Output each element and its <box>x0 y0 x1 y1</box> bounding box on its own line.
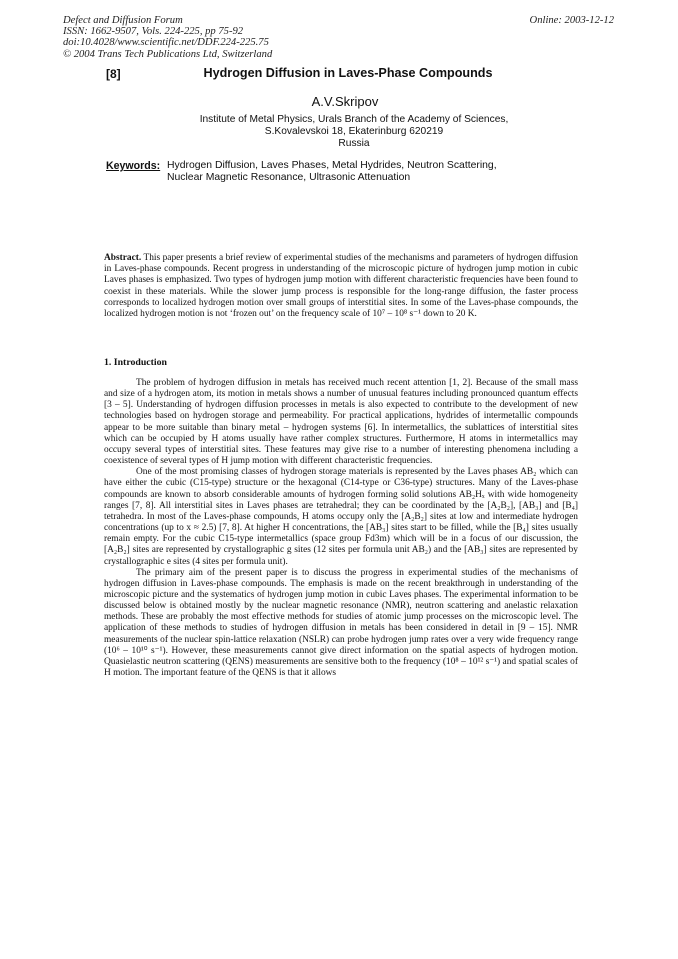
affiliation <box>0 114 678 149</box>
abstract-label: Abstract. <box>104 253 142 263</box>
online-date: Online: 2003-12-12 <box>529 15 614 26</box>
section-heading: 1. Introduction <box>104 357 167 368</box>
doi-line: doi:10.4028/www.scientific.net/DDF.224-225.75 <box>63 37 269 49</box>
keywords-line: Hydrogen Diffusion, Laves Phases, Metal Hydrides, Neutron Scattering, <box>167 160 497 171</box>
affiliation-line: S.Kovalevskoi 18, Ekaterinburg 620219 <box>264 125 444 137</box>
paragraph: The problem of hydrogen diffusion in metals has received much recent attention [1, 2]. Because of the small mass and size of a hydrogen atom, its motion in metals shows a number of unusual features including pronounced quantum effects [3 – 5]. Understanding of hydrogen diffusion processes in metals is also expected to contribute to the development of new technologies based on hydrogen storage and permeability. For practical applications, hydrides of intermetallic compounds appear to be more suitable than binary metal – hydrogen systems [6]. In intermetallics, the sublattices of interstitial sites which can be occupied by H atoms usually have rather complex structures. Furthermore, H atoms in intermetallics may occupy several types of interstitial sites. These features may give rise to a number of interesting phenomena including a coexistence of several types of H jump motion with different characteristic frequencies. <box>104 378 578 467</box>
journal-name: Defect and Diffusion Forum <box>63 15 183 26</box>
keywords-list <box>167 160 587 184</box>
abstract-text: This paper presents a brief review of experimental studies of the mechanisms and parameters of hydrogen diffusion in Laves-phase compounds. Recent progress in understanding of the microscopic picture of hydrogen jump motion in cubic Laves phases is emphasized. Two types of hydrogen jump motion with different characteristic frequencies have been found to coexist in these materials. While the slower jump process is responsible for the long-range diffusion, the faster process corresponds to localized hydrogen motion over small groups of interstitial sites. In some of the Laves-phase compounds, the localized hydrogen motion is not ‘frozen out’ on the frequency scale of 10⁷ – 10⁸ s⁻¹ down to 20 K. <box>104 253 578 320</box>
journal-header <box>63 15 272 60</box>
abstract <box>104 253 578 320</box>
section-body <box>104 378 578 679</box>
paper-author: A.V.Skripov <box>311 94 379 109</box>
paragraph: One of the most promising classes of hydrogen storage materials is represented by the Laves phases AB₂ which can have either the cubic (C15-type) structure or the hexagonal (C14-type or C36-type) structures. Many of the Laves-phase compounds are known to absorb considerable amounts of hydrogen forming solid solutions AB₂Hₓ with wide homogeneity ranges [7, 8]. All interstitial sites in Laves phases are tetrahedral; they can be coordinated by the [A₂B₂], [AB₃] and [B₄] tetrahedra. In most of the Laves-phase compounds, H atoms occupy only the [A₂B₂] sites at low and intermediate hydrogen concentrations (up to x ≈ 2.5) [7, 8]. At higher H concentrations, the [AB₃] sites start to be filled, while the [B₄] sites usually remain empty. For the cubic C15-type intermetallics (space group Fd3m) which will be in a focus of our discussion, the [A₂B₂] sites are represented by crystallographic g sites (12 sites per formula unit AB₂) and the [AB₃] sites are represented by crystallographic e sites (4 sites per formula unit). <box>104 467 578 567</box>
paragraph: The primary aim of the present paper is to discuss the progress in experimental studies of the mechanisms of hydrogen diffusion in Laves-phase compounds. The emphasis is made on the recent breakthrough in understanding of the microscopic picture and the systematics of hydrogen jump motion in cubic Laves phases. The experimental information to be discussed below is obtained mostly by the nuclear magnetic resonance (NMR), neutron scattering and anelastic relaxation methods. These are probably the most effective methods for studies of atomic jump processes on the microscopic level. The application of these methods to studies of hydrogen diffusion in metals has been considered in detail in [9 – 15]. NMR measurements of the nuclear spin-lattice relaxation (NSLR) can probe hydrogen jump rates over a very wide frequency range (10⁶ – 10¹⁰ s⁻¹). However, these measurements cannot give direct information on the spatial aspects of hydrogen motion. Quasielastic neutron scattering (QENS) measurements are sensitive both to the frequency (10⁸ – 10¹² s⁻¹) and spatial scales of H motion. The important feature of the QENS is that it allows <box>104 567 578 679</box>
keywords-line: Nuclear Magnetic Resonance, Ultrasonic Attenuation <box>167 172 411 184</box>
affiliation-line: Russia <box>338 137 370 149</box>
affiliation-line: Institute of Metal Physics, Urals Branch of the Academy of Sciences, <box>199 114 509 125</box>
paper-title: Hydrogen Diffusion in Laves-Phase Compounds <box>203 66 493 80</box>
copyright-line: © 2004 Trans Tech Publications Ltd, Switzerland <box>63 48 273 60</box>
paper-number: [8] <box>106 67 121 81</box>
keywords-label: Keywords: <box>106 160 161 172</box>
issn-line: ISSN: 1662-9507, Vols. 224-225, pp 75-92 <box>63 26 244 38</box>
